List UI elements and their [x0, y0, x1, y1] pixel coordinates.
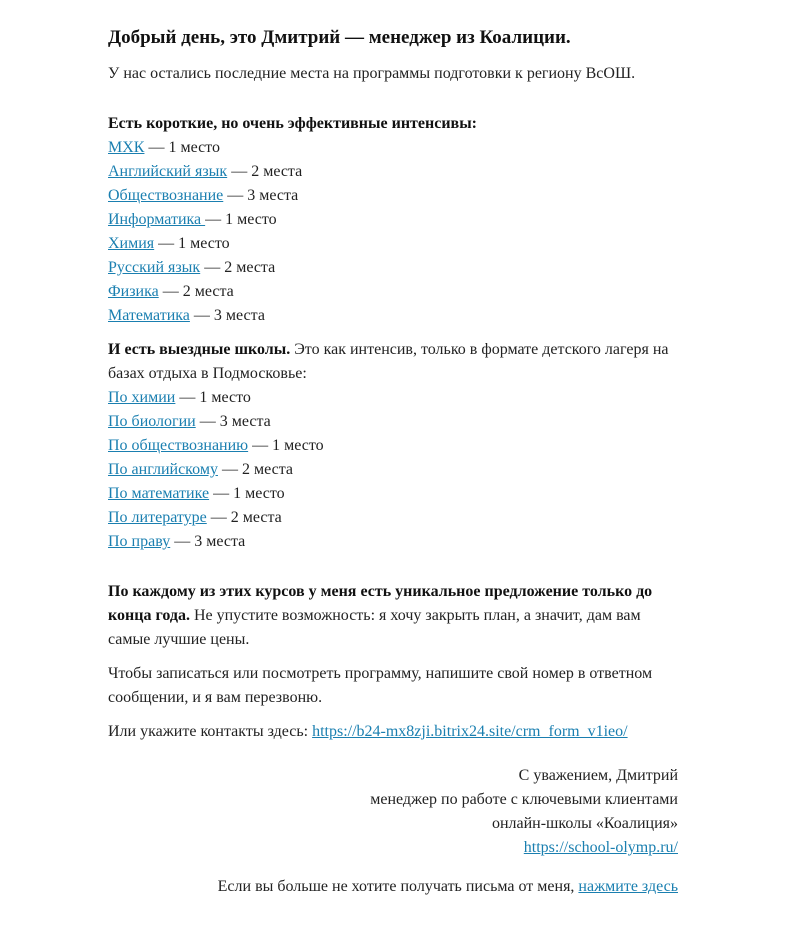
- school-link-chemistry[interactable]: По химии: [108, 389, 176, 406]
- intensives-heading: Есть короткие, но очень эффективные интенсивы:: [108, 115, 478, 132]
- list-item: [108, 482, 678, 506]
- schools-description: Это как интенсив, только в формате детского лагеря на базах отдыха в Подмосковье:: [108, 341, 669, 382]
- seats-count: — 3 места: [195, 413, 271, 430]
- unsubscribe-row: [108, 875, 678, 899]
- schools-intro: [108, 338, 678, 386]
- school-link-english[interactable]: По английскому: [108, 461, 218, 478]
- seats-count: — 2 места: [217, 461, 293, 478]
- offer-bold-text: По каждому из этих курсов у меня есть уникальное предложение только до конца года.: [108, 583, 653, 624]
- intro-text: У нас остались последние места на программы подготовки к региону ВсОШ.: [108, 65, 636, 82]
- seats-count: — 3 места: [189, 307, 265, 324]
- school-link-math[interactable]: По математике: [108, 485, 210, 502]
- signup-paragraph: Чтобы записаться или посмотреть программу, напишите свой номер в ответном сообщении, и я вам перезвоню.: [108, 665, 653, 706]
- seats-count: — 2 места: [200, 259, 276, 276]
- seats-count: — 2 места: [227, 163, 303, 180]
- school-link-social[interactable]: По обществознанию: [108, 437, 249, 454]
- contacts-paragraph: [108, 720, 678, 744]
- list-item: [108, 208, 678, 232]
- seats-count: — 1 место: [154, 235, 230, 252]
- intensive-link-physics[interactable]: Физика: [108, 283, 159, 300]
- unsubscribe-link[interactable]: нажмите здесь: [578, 878, 678, 895]
- intensive-link-math[interactable]: Математика: [108, 307, 190, 324]
- intensive-link-informatics[interactable]: Информатика: [108, 211, 206, 228]
- seats-count: — 3 места: [223, 187, 299, 204]
- seats-count: — 1 место: [144, 139, 220, 156]
- contacts-form-link[interactable]: https://b24-mx8zji.bitrix24.site/crm_form_v1ieo/: [312, 723, 628, 740]
- school-link-law[interactable]: По праву: [108, 533, 171, 550]
- list-item: [108, 160, 678, 184]
- list-item: [108, 506, 678, 530]
- intensive-link-chemistry[interactable]: Химия: [108, 235, 155, 252]
- contacts-text: Или укажите контакты здесь:: [108, 723, 313, 740]
- list-item: [108, 304, 678, 328]
- seats-count: — 2 места: [158, 283, 234, 300]
- list-item: [108, 232, 678, 256]
- list-item: [108, 386, 678, 410]
- school-website-link[interactable]: https://school-olymp.ru/: [523, 839, 678, 856]
- intensive-link-social[interactable]: Обществознание: [108, 187, 224, 204]
- schools-list: [108, 386, 678, 554]
- offer-rest-text: Не упустите возможность: я хочу закрыть план, а значит, дам вам самые лучшие цены.: [108, 607, 641, 648]
- signature-block: [108, 764, 678, 860]
- signature-greeting: С уважением, Дмитрий: [518, 767, 678, 784]
- email-title: Добрый день, это Дмитрий — менеджер из Коалиции.: [108, 27, 571, 48]
- school-link-biology[interactable]: По биологии: [108, 413, 196, 430]
- intensive-link-mhk[interactable]: МХК: [108, 139, 145, 156]
- list-item: [108, 434, 678, 458]
- email-body: [108, 26, 678, 899]
- seats-count: — 1 место: [175, 389, 251, 406]
- unsubscribe-text: Если вы больше не хотите получать письма от меня,: [217, 878, 579, 895]
- list-item: [108, 136, 678, 160]
- offer-paragraph: [108, 580, 678, 652]
- list-item: [108, 410, 678, 434]
- seats-count: — 1 место: [209, 485, 285, 502]
- seats-count: — 2 места: [206, 509, 282, 526]
- list-item: [108, 458, 678, 482]
- seats-count: — 1 место: [248, 437, 324, 454]
- signature-role: менеджер по работе с ключевыми клиентами: [370, 791, 678, 808]
- signature-link-row: [108, 836, 678, 860]
- intensive-link-russian[interactable]: Русский язык: [108, 259, 201, 276]
- seats-count: — 3 места: [170, 533, 246, 550]
- intensive-link-english[interactable]: Английский язык: [108, 163, 228, 180]
- signature-company: онлайн-школы «Коалиция»: [491, 815, 678, 832]
- seats-count: — 1 место: [205, 211, 277, 228]
- intensives-list: [108, 136, 678, 328]
- list-item: [108, 280, 678, 304]
- schools-heading: И есть выездные школы.: [108, 341, 291, 358]
- list-item: [108, 256, 678, 280]
- school-link-literature[interactable]: По литературе: [108, 509, 207, 526]
- list-item: [108, 530, 678, 554]
- list-item: [108, 184, 678, 208]
